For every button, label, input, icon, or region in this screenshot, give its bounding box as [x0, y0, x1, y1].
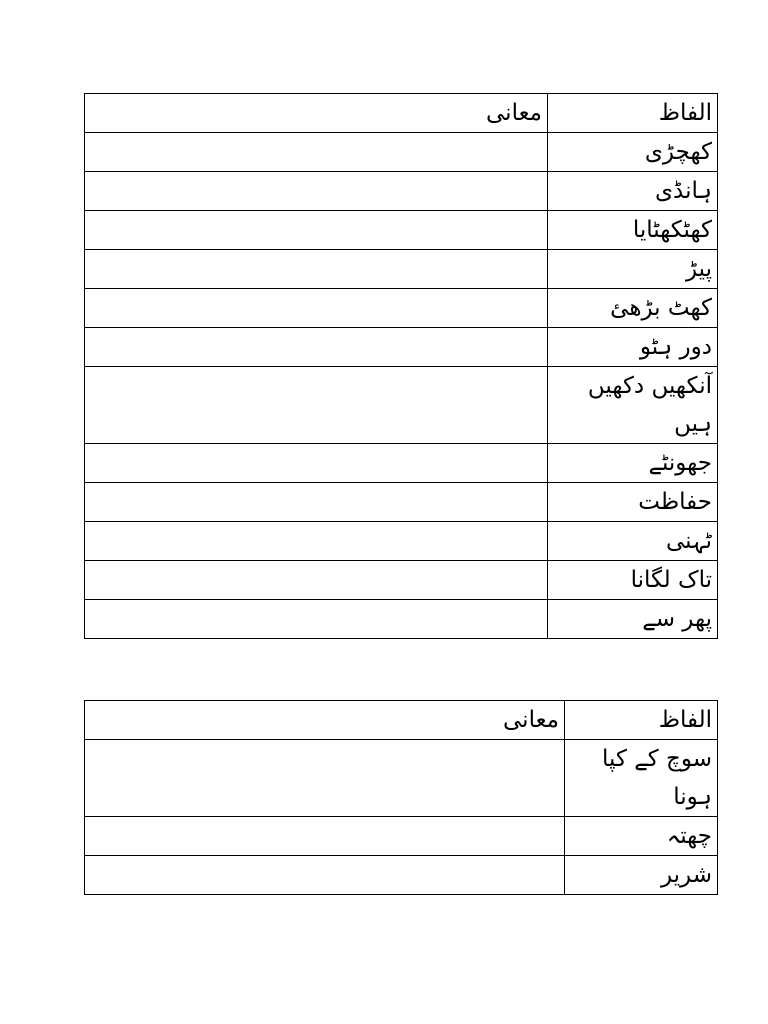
word-cell: ہانڈی: [548, 172, 718, 211]
table-row: [85, 444, 718, 483]
table-row: [85, 211, 718, 250]
table-row: [85, 289, 718, 328]
meaning-cell[interactable]: [85, 172, 548, 211]
word-cell: کھچڑی: [548, 133, 718, 172]
table-row: [85, 600, 718, 639]
table-row: [85, 328, 718, 367]
meaning-cell[interactable]: [85, 289, 548, 328]
word-cell: پھر سے: [548, 600, 718, 639]
word-cell: پیڑ: [548, 250, 718, 289]
vocabulary-table-2: [84, 700, 718, 895]
meaning-cell[interactable]: [85, 444, 548, 483]
table-header-row: [85, 94, 718, 133]
word-cell: دور ہٹو: [548, 328, 718, 367]
meanings-column-header: معانی: [85, 94, 548, 133]
word-cell: تاک لگانا: [548, 561, 718, 600]
meaning-cell[interactable]: [85, 133, 548, 172]
word-cell: آنکھیں دکھیں ہیں: [548, 367, 718, 444]
word-cell: کھٹکھٹایا: [548, 211, 718, 250]
table-row: [85, 367, 718, 444]
meaning-cell[interactable]: [85, 328, 548, 367]
meaning-cell[interactable]: [85, 211, 548, 250]
table-row: [85, 522, 718, 561]
words-column-header: الفاظ: [548, 94, 718, 133]
table-row: [85, 856, 718, 895]
meaning-cell[interactable]: [85, 367, 548, 444]
meaning-cell[interactable]: [85, 817, 565, 856]
meaning-cell[interactable]: [85, 561, 548, 600]
meaning-cell[interactable]: [85, 856, 565, 895]
table-row: [85, 740, 718, 817]
vocabulary-table-1: [84, 93, 718, 639]
meaning-cell[interactable]: [85, 740, 565, 817]
word-cell: کھٹ بڑھئ: [548, 289, 718, 328]
meaning-cell[interactable]: [85, 250, 548, 289]
word-cell: سوچ کے کپا ہونا: [565, 740, 718, 817]
word-cell: شریر: [565, 856, 718, 895]
meanings-column-header: معانی: [85, 701, 565, 740]
word-cell: جھونٹے: [548, 444, 718, 483]
table-header-row: [85, 701, 718, 740]
table-row: [85, 483, 718, 522]
words-column-header: الفاظ: [565, 701, 718, 740]
meaning-cell[interactable]: [85, 522, 548, 561]
table-row: [85, 133, 718, 172]
meaning-cell[interactable]: [85, 600, 548, 639]
table-row: [85, 561, 718, 600]
meaning-cell[interactable]: [85, 483, 548, 522]
table-row: [85, 250, 718, 289]
word-cell: ٹہنی: [548, 522, 718, 561]
table-row: [85, 817, 718, 856]
table-row: [85, 172, 718, 211]
word-cell: حفاظت: [548, 483, 718, 522]
word-cell: چھتہ: [565, 817, 718, 856]
